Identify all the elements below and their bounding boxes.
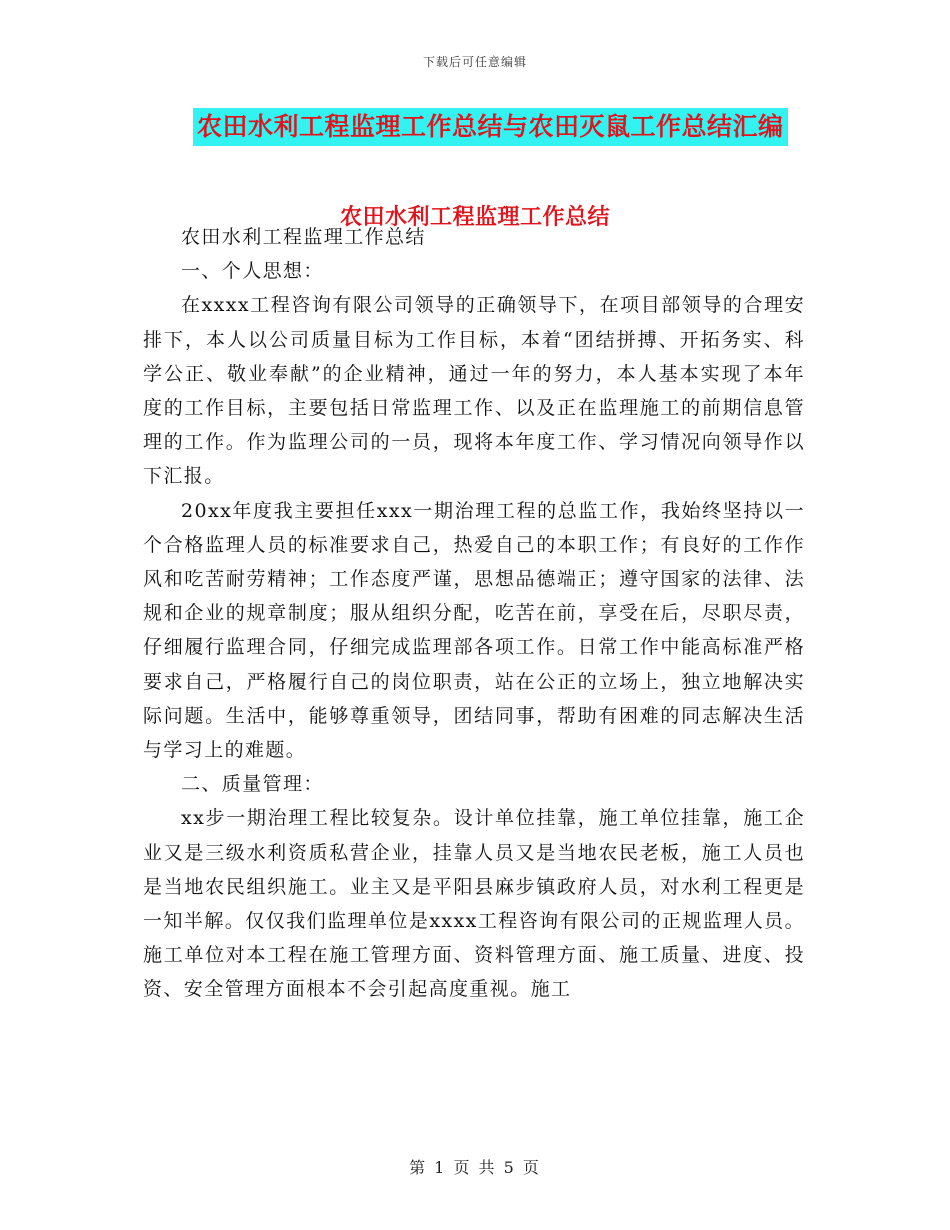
section-title: 农田水利工程监理工作总结 <box>339 204 610 230</box>
page-header-note: 下载后可任意编辑 <box>422 55 527 69</box>
page-number: 第 1 页 共 5 页 <box>409 1158 541 1177</box>
paragraph-heading-personal-thought: 一、个人思想： <box>181 260 324 283</box>
document-title: 农田水利工程监理工作总结与农田灭鼠工作总结汇编 <box>193 108 788 146</box>
paragraph-quality-management: xx步一期治理工程比较复杂。设计单位挂靠，施工单位挂靠，施工企业又是三级水利资质私营企业，挂靠人员又是当地农民老板，施工人员也是当地农民组织施工。业主又是平阳县麻步镇政府人员，对水利工程更是一知半解。仅仅我们监理单位是xxxx工程咨询有限公司的正规监理人员。施工单位对本工程在施工管理方面、资料管理方面、施工质量、进度、投资、安全管理方面根本不会引起高度重视。施工 <box>143 807 805 1001</box>
paragraph-subtitle: 农田水利工程监理工作总结 <box>181 226 426 248</box>
paragraph-heading-quality-management: 二、质量管理： <box>181 773 324 796</box>
document-body <box>143 220 805 1007</box>
paragraph-annual-work: 20xx年度我主要担任xxx一期治理工程的总监工作，我始终坚持以一个合格监理人员的标准要求自己，热爱自己的本职工作；有良好的工作作风和吃苦耐劳精神；工作态度严谨，思想品德端正；遵守国家的法律、法规和企业的规章制度；服从组织分配，吃苦在前，享受在后，尽职尽责，仔细履行监理合同，仔细完成监理部各项工作。日常工作中能高标准严格要求自己，严格履行自己的岗位职责，站在公正的立场上，独立地解决实际问题。生活中，能够尊重领导，团结同事，帮助有困难的同志解决生活与学习上的难题。 <box>143 499 805 762</box>
paragraph-personal-thought: 在xxxx工程咨询有限公司领导的正确领导下，在项目部领导的合理安排下，本人以公司质量目标为工作目标，本着“团结拼搏、开拓务实、科学公正、敬业奉献”的企业精神，通过一年的努力，本人基本实现了本年度的工作目标，主要包括日常监理工作、以及正在监理施工的前期信息管理的工作。作为监理公司的一员，现将本年度工作、学习情况向领导作以下汇报。 <box>143 294 805 488</box>
